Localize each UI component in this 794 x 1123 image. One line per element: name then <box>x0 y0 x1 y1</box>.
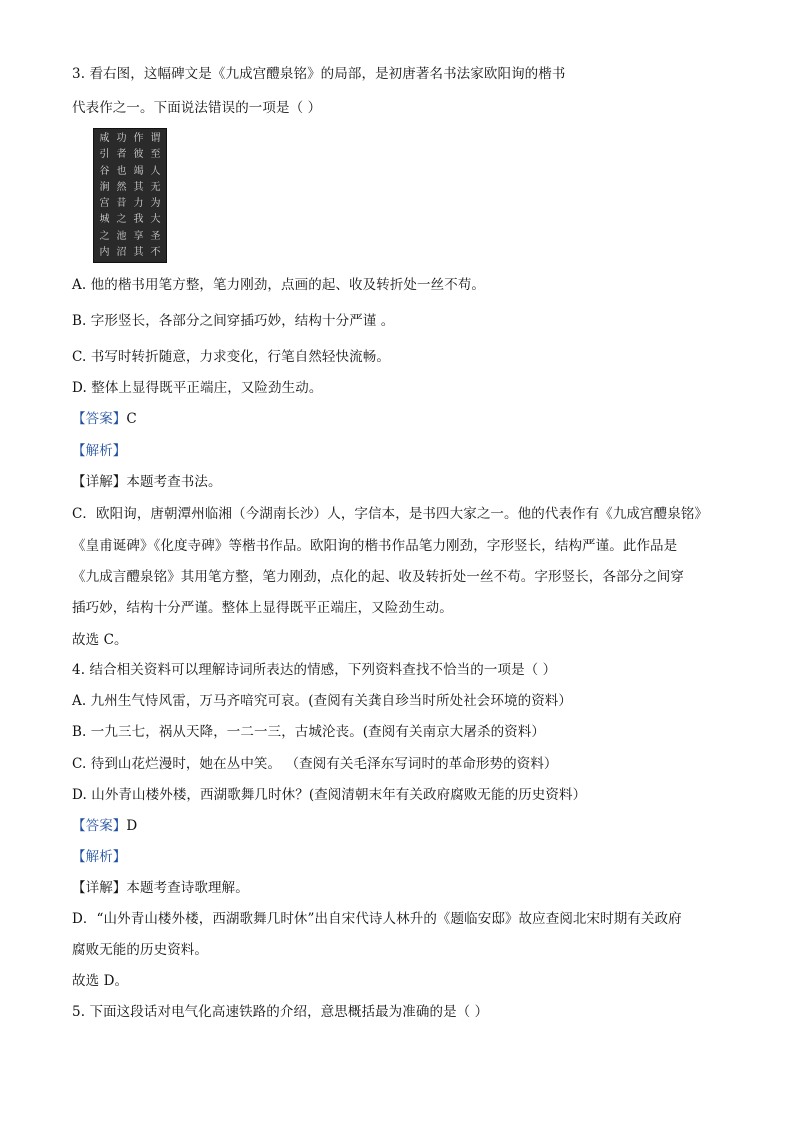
stele-character: 也 <box>116 165 127 177</box>
detail-tag: 【详解】 <box>72 880 127 896</box>
stele-character: 池 <box>116 230 127 242</box>
q4-option-c: C. 待到山花烂漫时，她在丛中笑。 （查阅有关毛泽东写词时的革命形势的资料） <box>72 756 558 772</box>
q4-option-b: B. 一九三七，祸从天降，一二一三，古城沦丧。(查阅有关南京大屠杀的资料） <box>72 724 545 740</box>
stele-column <box>132 133 145 258</box>
q3-option-b: B. 字形竖长，各部分之间穿插巧妙，结构十分严谨 。 <box>72 313 395 329</box>
stele-column <box>98 133 111 258</box>
stele-character: 大 <box>150 214 161 226</box>
stele-character: 作 <box>133 133 144 144</box>
stele-character: 引 <box>99 149 110 161</box>
answer-tag: 【答案】 <box>72 818 127 834</box>
stele-character: 不 <box>150 246 161 258</box>
stele-character: 宫 <box>99 198 110 210</box>
detail-text: 本题考查诗歌理解。 <box>126 880 249 896</box>
stele-column <box>149 133 162 258</box>
q3-explanation-line1: C．欧阳询，唐朝潭州临湘（今湖南长沙）人，字信本，是书四大家之一。他的代表作有《九成宫醴泉铭》 <box>72 506 709 522</box>
stele-character: 沼 <box>116 246 127 258</box>
stele-character: 之 <box>116 214 127 226</box>
q3-option-a: A. 他的楷书用笔方整，笔力刚劲，点画的起、收及转折处一丝不苟。 <box>72 277 486 293</box>
stele-character: 为 <box>150 198 161 210</box>
stele-character: 谓 <box>150 133 161 144</box>
q4-option-d: D. 山外青山楼外楼，西湖歌舞几时休？(查阅清朝末年有关政府腐败无能的历史资料） <box>72 787 587 803</box>
q3-explanation-line4: 插巧妙，结构十分严谨。整体上显得既平正端庄，又险劲生动。 <box>72 600 453 616</box>
q3-stem-line2: 代表作之一。下面说法错误的一项是（ ） <box>72 100 322 116</box>
detail-text: 本题考查书法。 <box>126 474 222 490</box>
stele-character: 享 <box>133 230 144 242</box>
q3-answer <box>72 409 137 429</box>
q4-detail <box>72 878 249 898</box>
stele-character: 城 <box>99 214 110 226</box>
stele-character: 谷 <box>99 165 110 177</box>
q3-explanation-line3: 《九成言醴泉铭》其用笔方整，笔力刚劲，点化的起、收及转折处一丝不苟。字形竖长，各部分之间穿 <box>72 569 684 585</box>
stele-character: 内 <box>99 246 110 258</box>
stele-character: 功 <box>116 133 127 144</box>
stele-character: 昔 <box>116 198 127 210</box>
stele-character: 咸 <box>99 133 110 144</box>
q3-option-d: D. 整体上显得既平正端庄，又险劲生动。 <box>72 380 323 396</box>
q3-conclusion: 故选 C。 <box>72 632 128 648</box>
q4-stem: 4. 结合相关资料可以理解诗词所表达的情感，下列资料查找不恰当的一项是（ ） <box>72 662 557 678</box>
answer-tag: 【答案】 <box>72 411 127 427</box>
stele-character: 我 <box>133 214 144 226</box>
stele-character: 其 <box>133 246 144 258</box>
q4-explanation-line1: D．“山外青山楼外楼，西湖歌舞几时休”出自宋代诗人林升的《题临安邸》故应查阅北宋时期有关政府 <box>72 911 682 927</box>
stele-column <box>115 133 128 258</box>
stele-character: 人 <box>150 165 161 177</box>
q4-analysis-tag: 【解析】 <box>72 849 127 865</box>
stele-character: 其 <box>133 181 144 193</box>
stele-character: 者 <box>116 149 127 161</box>
q4-conclusion: 故选 D。 <box>72 973 129 989</box>
q5-stem: 5. 下面这段话对电气化高速铁路的介绍，意思概括最为准确的是（ ） <box>72 1004 489 1020</box>
stele-character: 竭 <box>133 165 144 177</box>
stele-character: 涧 <box>99 181 110 193</box>
q3-option-c: C. 书写时转折随意，力求变化，行笔自然轻快流畅。 <box>72 349 390 365</box>
q3-stem-line1: 3. 看右图，这幅碑文是《九成宫醴泉铭》的局部，是初唐著名书法家欧阳询的楷书 <box>72 66 566 82</box>
answer-value: D <box>126 818 138 834</box>
stele-character: 之 <box>99 230 110 242</box>
stele-character: 无 <box>150 181 161 193</box>
q3-detail <box>72 472 222 492</box>
q3-analysis-tag: 【解析】 <box>72 443 127 459</box>
q4-explanation-line2: 腐败无能的历史资料。 <box>72 942 208 958</box>
stele-character: 然 <box>116 181 127 193</box>
stele-character: 至 <box>150 149 161 161</box>
answer-value: C <box>126 411 137 427</box>
q3-explanation-line2: 《皇甫诞碑》《化度寺碑》等楷书作品。欧阳询的楷书作品笔力刚劲，字形竖长，结构严谨。此作品是 <box>72 538 678 554</box>
detail-tag: 【详解】 <box>72 474 127 490</box>
q4-answer <box>72 816 137 836</box>
stele-character: 彼 <box>133 149 144 161</box>
stele-character: 圣 <box>150 230 161 242</box>
stele-character: 力 <box>133 198 144 210</box>
q4-option-a: A. 九州生气恃风雷，万马齐喑究可哀。(查阅有关龚自珍当时所处社会环境的资料） <box>72 693 572 709</box>
stele-image <box>93 128 167 263</box>
